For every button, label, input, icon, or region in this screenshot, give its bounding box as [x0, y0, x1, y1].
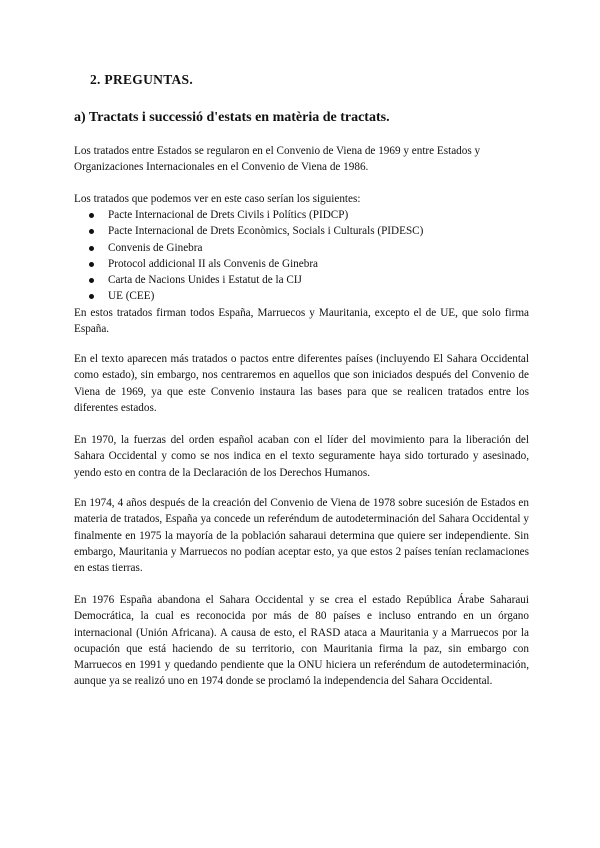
list-item-label: Carta de Nacions Unides i Estatut de la CIJ: [108, 274, 302, 287]
bullet-icon: [89, 294, 94, 299]
list-item-label: Pacte Internacional de Drets Econòmics, Socials i Culturals (PIDESC): [108, 225, 424, 238]
bullet-icon: [89, 246, 94, 251]
list-item-label: UE (CEE): [108, 290, 155, 303]
list-item: [74, 288, 529, 304]
body-paragraph-4: En 1976 España abandona el Sahara Occidental y se crea el estado República Árabe Saharaui Democrática, la cual es reconocida por más de 80 países e incluso entrando en un órgano internacional (Unión Africana). A causa de esto, el RASD ataca a Mauritania y a Marruecos por la ocupación que está haciendo de su territorio, con Mauritania firma la paz, sin embargo con Marruecos en 1991 y quedando pendiente que la ONU hiciera un referéndum de autodeterminación, aunque ya se realizó uno en 1974 donde se proclamó la independencia del Sahara Occidental.: [74, 594, 529, 688]
subsection-heading: a) Tractats i successió d'estats en matèria de tractats.: [74, 110, 390, 125]
intro-paragraph: Los tratados entre Estados se regularon en el Convenio de Viena de 1969 y entre Estados y Organizaciones Internacionales en el Convenio de Viena de 1986.: [74, 145, 481, 174]
body-paragraph-3: En 1974, 4 años después de la creación del Convenio de Viena de 1978 sobre sucesión de Estados en materia de tratados, España ya concede un referéndum de autodeterminación del Sahara Occidental y finalmente en 1975 la mayoría de la población saharaui determina que quiere ser independiente. Sin embargo, Mauritania y Marruecos no podían aceptar esto, ya que estos 2 países tenían reclamaciones en estas tierras.: [74, 497, 529, 575]
body-paragraph-2: En 1970, la fuerzas del orden español acaban con el líder del movimiento para la liberación del Sahara Occidental y como se nos indica en el texto seguramente haya sido torturado y asesinado, yendo esto en contra de la Declaración de los Derechos Humanos.: [74, 434, 529, 479]
list-item-label: Protocol addicional II als Convenis de Ginebra: [108, 257, 319, 270]
treaty-list: [74, 207, 529, 305]
list-item: [74, 207, 529, 223]
section-heading: 2. PREGUNTAS.: [90, 72, 194, 87]
bullet-icon: [89, 278, 94, 283]
bullet-icon: [89, 213, 94, 218]
list-item-label: Convenis de Ginebra: [108, 241, 203, 254]
list-item-label: Pacte Internacional de Drets Civils i Polítics (PIDCP): [108, 209, 349, 221]
list-item: [74, 240, 529, 256]
list-item: [74, 256, 529, 272]
bullet-icon: [89, 229, 94, 234]
list-item: [74, 272, 529, 288]
bullet-icon: [89, 262, 94, 267]
body-paragraph-1: En el texto aparecen más tratados o pactos entre diferentes países (incluyendo El Sahara Occidental como estado), sin embargo, nos centraremos en aquellos que son iniciados después del Convenio de Viena de 1969, ya que este Convenio instaura las bases para que se realicen tratados entre los diferentes estados.: [74, 353, 529, 414]
signatories-paragraph: En estos tratados firman todos España, Marruecos y Mauritania, excepto el de UE, que solo firma España.: [74, 307, 529, 336]
list-item: [74, 223, 529, 239]
treaties-intro: Los tratados que podemos ver en este caso serían los siguientes:: [74, 193, 361, 205]
